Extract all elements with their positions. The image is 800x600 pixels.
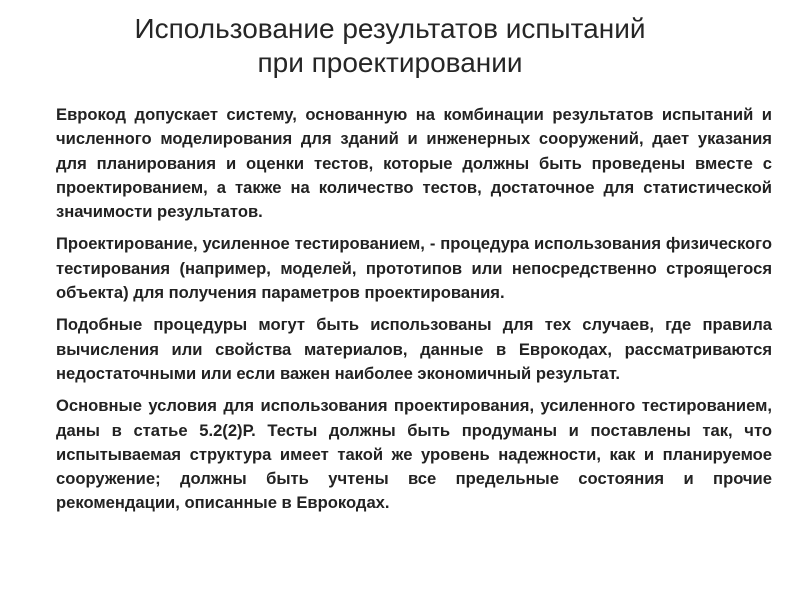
slide-title xyxy=(0,12,780,80)
slide-title-line-1: Использование результатов испытаний xyxy=(134,13,646,44)
paragraph-main-conditions: Основные условия для использования проектирования, усиленного тестированием, даны в статье 5.2(2)Р. Тесты должны быть продуманы и поставлены так, что испытываемая структура имеет такой же уровень надежности, как и планируемое сооружение; должны быть учтены все предельные состояния и прочие рекомендации, описанные в Еврокодах. xyxy=(56,396,772,513)
slide-title-line-2: при проектировании xyxy=(257,47,523,78)
slide-body xyxy=(56,103,772,516)
paragraph-applicability: Подобные процедуры могут быть использованы для тех случаев, где правила вычисления или свойства материалов, данные в Еврокодах, рассматриваются недостаточными или если важен наиболее экономичный результат. xyxy=(56,315,772,383)
paragraph-eurocode-system: Еврокод допускает систему, основанную на комбинации результатов испытаний и численного моделирования для зданий и инженерных сооружений, дает указания для планирования и оценки тестов, которые должны быть проведены вместе с проектированием, а также на количество тестов, достаточное для статистической значимости результатов. xyxy=(56,105,772,222)
paragraph-design-by-testing-definition: Проектирование, усиленное тестированием, - процедура использования физического тестирования (например, моделей, прототипов или непосредственно строящегося объекта) для получения параметров проектирования. xyxy=(56,234,772,303)
